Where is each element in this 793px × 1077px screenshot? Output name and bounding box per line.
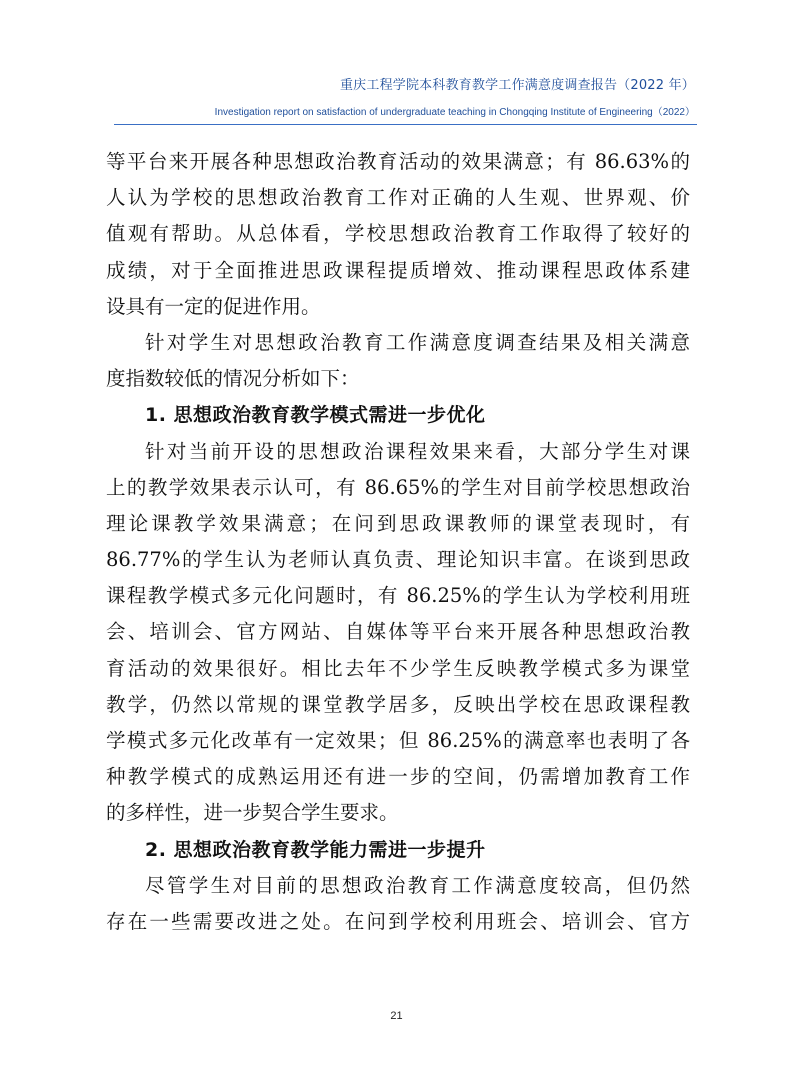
text-line: 针对学生对思想政治教育工作满意度调查结果及相关满意 — [145, 330, 690, 354]
text-line: 设具有一定的促进作用。 — [106, 294, 321, 318]
text-line: 课程教学模式多元化问题时，有 86.25%的学生认为学校利用班 — [106, 584, 690, 608]
text-line: 尽管学生对目前的思想政治教育工作满意度较高，但仍然 — [145, 873, 690, 897]
paragraph-1 — [106, 144, 690, 325]
text-line: 针对当前开设的思想政治课程效果来看，大部分学生对课 — [145, 439, 690, 463]
header-title-en: Investigation report on satisfaction of undergraduate teaching in Chongqing Institute of Engineering（2022） — [214, 107, 695, 118]
text-line: 育活动的效果很好。相比去年不少学生反映教学模式多为课堂 — [106, 656, 690, 680]
text-line: 值观有帮助。从总体看，学校思想政治教育工作取得了较好的 — [106, 222, 690, 246]
text-line: 度指数较低的情况分析如下： — [106, 367, 360, 391]
running-header — [215, 74, 695, 118]
text-line: 等平台来开展各种思想政治教育活动的效果满意；有 86.63%的 — [106, 150, 690, 173]
section-heading-1: 1. 思想政治教育教学模式需进一步优化 — [145, 404, 486, 427]
paragraph-3 — [106, 434, 690, 832]
paragraph-4 — [106, 868, 690, 940]
text-line: 上的教学效果表示认可，有 86.65%的学生对目前学校思想政治 — [106, 475, 690, 499]
paragraph-2 — [106, 325, 690, 397]
text-line: 学模式多元化改革有一定效果；但 86.25%的满意率也表明了各 — [106, 729, 690, 752]
text-line: 的多样性，进一步契合学生要求。 — [106, 801, 399, 825]
text-line: 种教学模式的成熟运用还有进一步的空间，仍需增加教育工作 — [106, 765, 690, 789]
text-line: 教学，仍然以常规的课堂教学居多，反映出学校在思政课程教 — [106, 692, 690, 716]
header-title-cn: 重庆工程学院本科教育教学工作满意度调查报告（2022 年） — [339, 78, 695, 93]
text-line: 存在一些需要改进之处。在问到学校利用班会、培训会、官方 — [106, 909, 690, 933]
text-line: 人认为学校的思想政治教育工作对正确的人生观、世界观、价 — [106, 186, 690, 210]
page-number: 21 — [390, 1010, 403, 1022]
text-line: 会、培训会、官方网站、自媒体等平台来开展各种思想政治教 — [106, 620, 690, 644]
section-heading-2: 2. 思想政治教育教学能力需进一步提升 — [145, 838, 486, 861]
text-line: 理论课教学效果满意；在问到思政课教师的课堂表现时，有 — [106, 511, 690, 535]
text-line: 成绩，对于全面推进思政课程提质增效、推动课程思政体系建 — [106, 258, 690, 282]
text-line: 86.77%的学生认为老师认真负责、理论知识丰富。在谈到思政 — [106, 548, 690, 572]
body-text — [106, 144, 690, 940]
header-divider — [114, 124, 697, 125]
